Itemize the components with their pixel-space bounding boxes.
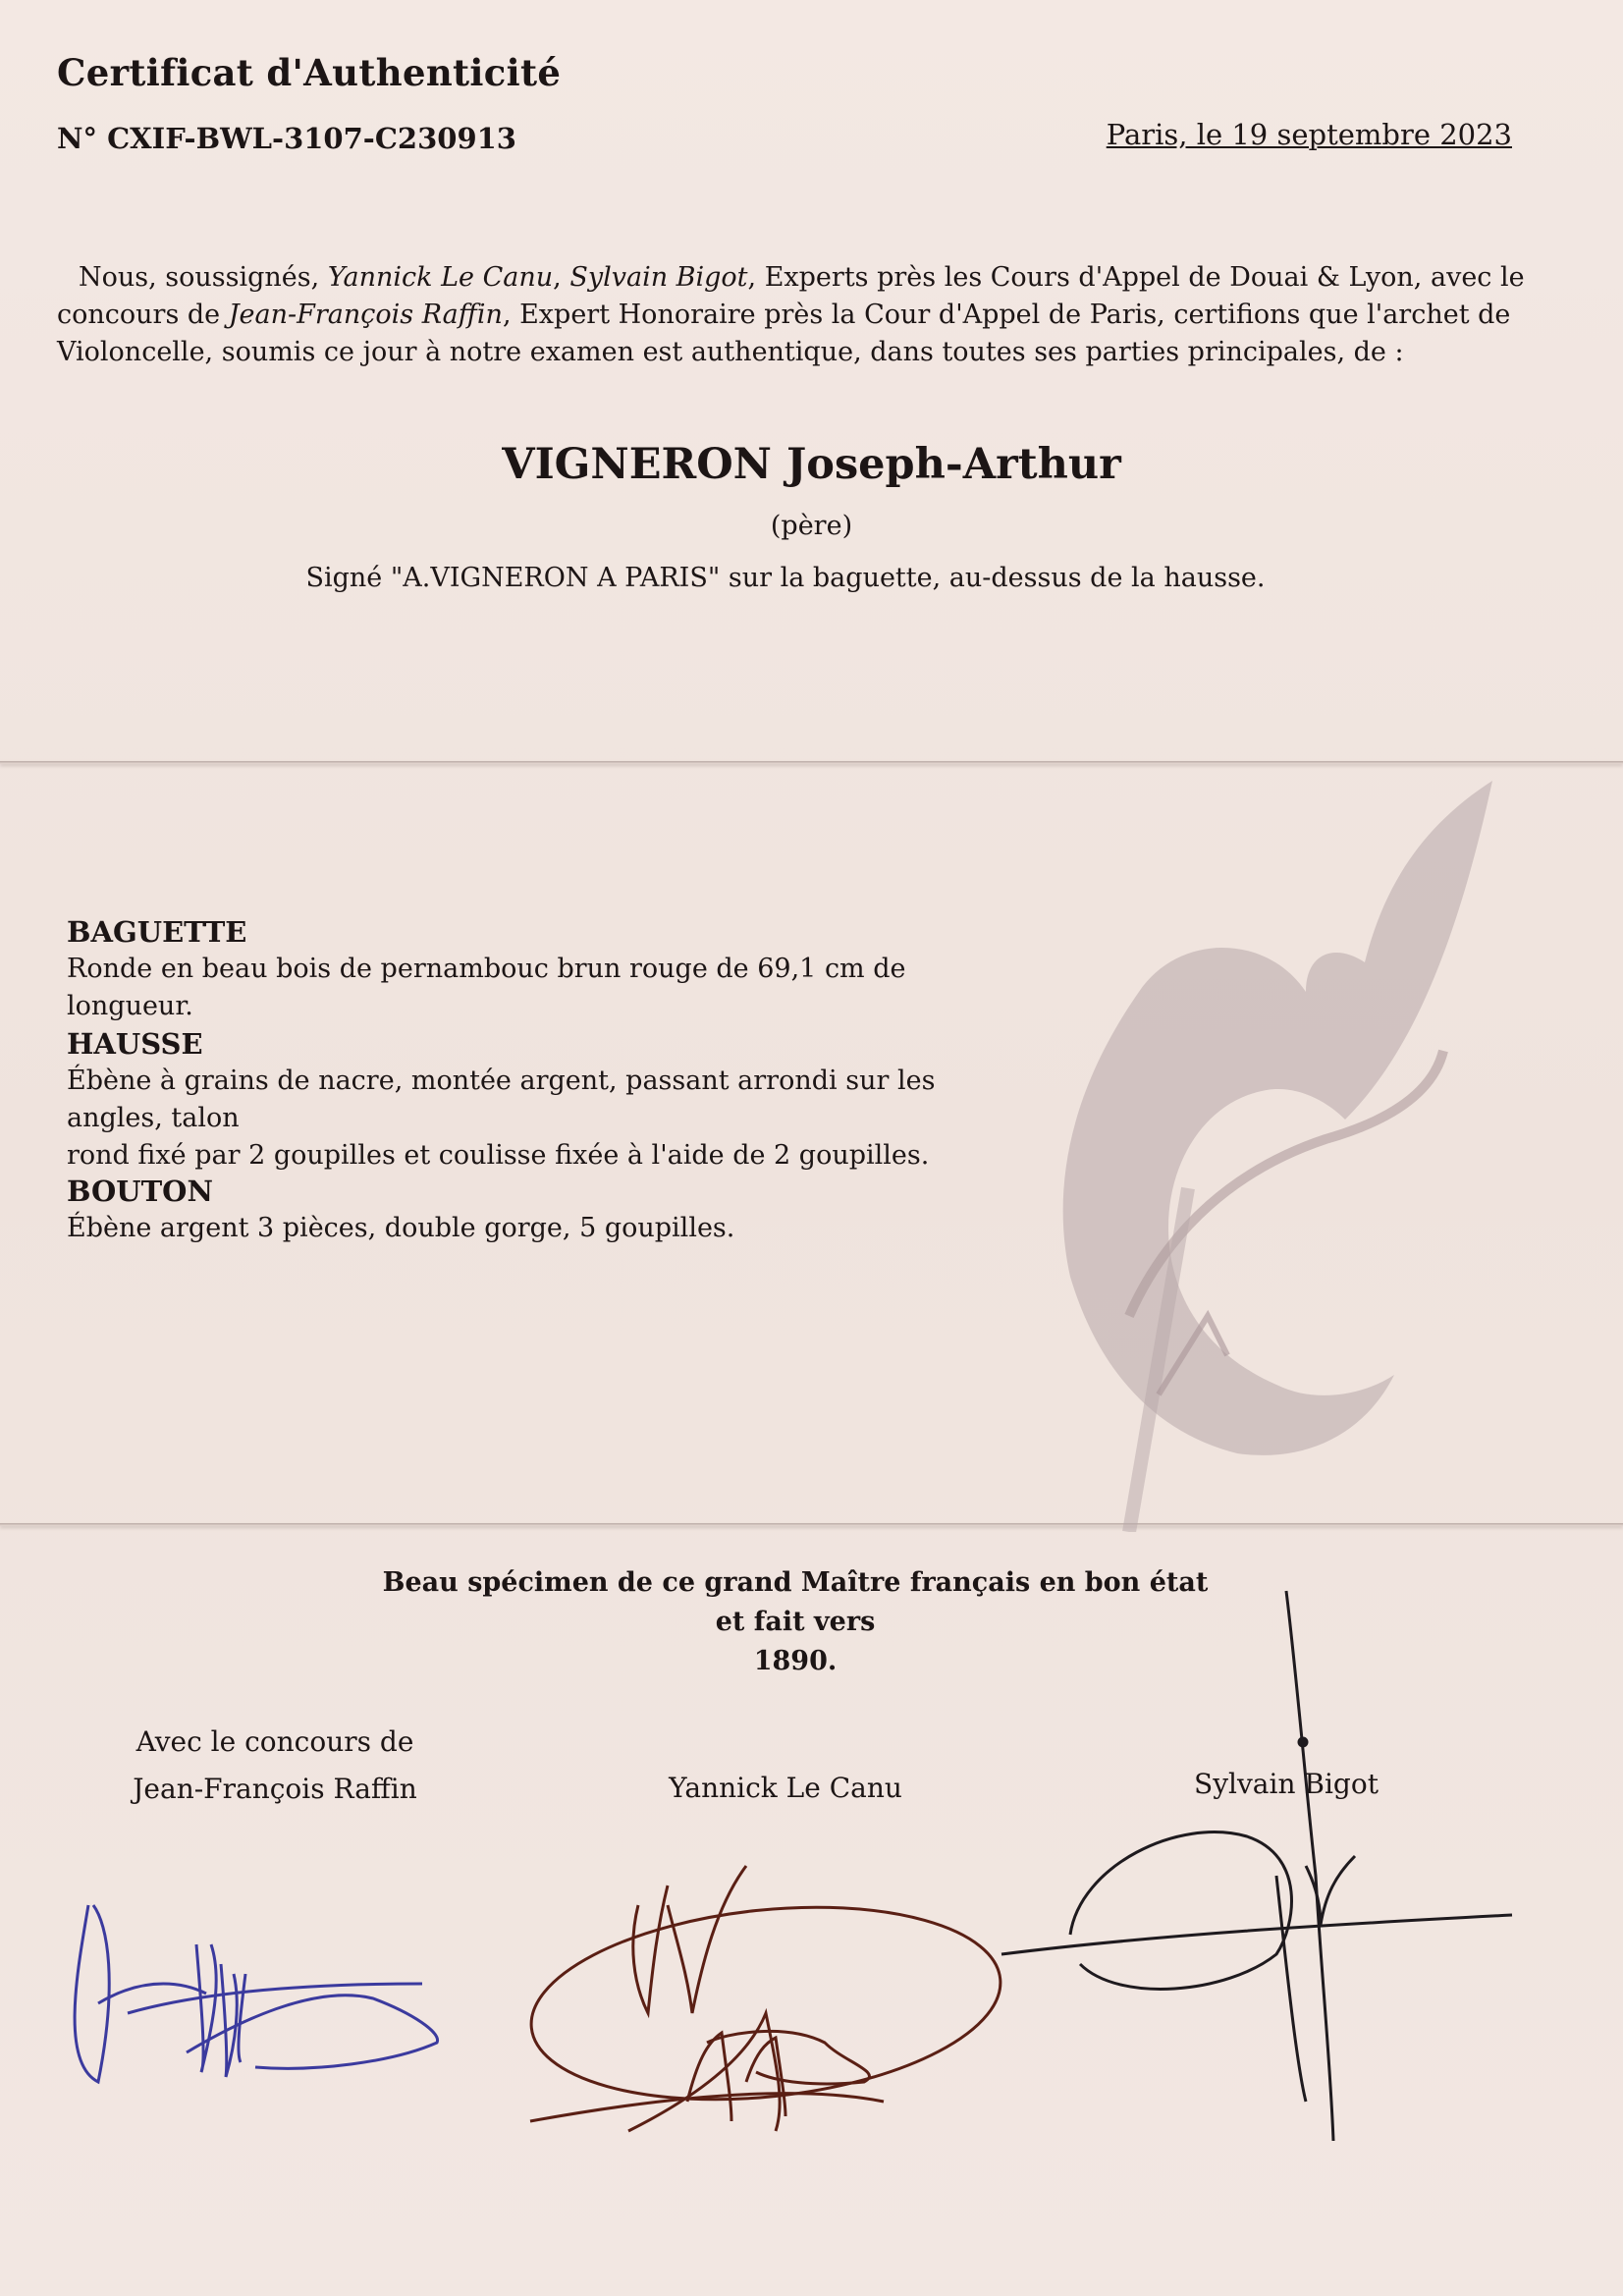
fold-line-top [0, 761, 1623, 764]
signature-raffin-icon [75, 1905, 437, 2082]
certificate-date: Paris, le 19 septembre 2023 [1106, 118, 1512, 151]
section-baguette [67, 913, 1029, 1025]
section-bouton [67, 1173, 1029, 1247]
signatory-line-1: Avec le concours de [135, 1725, 414, 1758]
expert-name-le-canu: Yannick Le Canu [327, 262, 554, 293]
intro-text-3: , Expert Honoraire près la Cour d'Appel de Paris, certifions que l'archet de Violoncelle, soumis ce jour à notre examen est authentique, dans toutes ses parties principales, de : [57, 300, 1511, 367]
signature-le-canu-icon [521, 1866, 1009, 2131]
maker-name: VIGNERON Joseph-Arthur [502, 440, 1121, 489]
maker-note: (père) [770, 511, 853, 541]
section-line: rond fixé par 2 goupilles et coulisse fixée à l'aide de 2 goupilles. [67, 1140, 930, 1171]
intro-separator: , [553, 262, 570, 293]
section-heading: HAUSSE [67, 1027, 203, 1061]
intro-paragraph [57, 259, 1530, 371]
expert-name-raffin: Jean-François Raffin [228, 300, 503, 330]
section-line: Ébène argent 3 pièces, double gorge, 5 goupilles. [67, 1213, 735, 1243]
section-line: Ronde en beau bois de pernambouc brun rouge de 69,1 cm de longueur. [67, 954, 906, 1021]
conclusion-line-1: Beau spécimen de ce grand Maître français en bon état et fait vers [382, 1567, 1209, 1637]
maker-signature-note: Signé "A.VIGNERON A PARIS" sur la baguette, au-dessus de la hausse. [305, 563, 1266, 593]
intro-text-1: Nous, soussignés, [79, 262, 328, 293]
certificate-title: Certificat d'Authenticité [57, 51, 562, 94]
intro-text-2: , Experts près les Cours d'Appel de Douai & Lyon, avec le concours de [57, 262, 1525, 330]
watermark-emblem-icon [1011, 766, 1561, 1532]
handwritten-signatures [0, 1552, 1623, 2296]
signatory-name: Sylvain Bigot [1194, 1768, 1379, 1800]
certificate-number: N° CXIF-BWL-3107-C230913 [57, 122, 516, 155]
expert-name-bigot: Sylvain Bigot [569, 262, 748, 293]
signature-bigot-icon [1001, 1591, 1512, 2141]
signatory-name: Yannick Le Canu [669, 1772, 902, 1804]
section-hausse [67, 1025, 1029, 1175]
section-heading: BOUTON [67, 1175, 213, 1208]
section-line: Ébène à grains de nacre, montée argent, passant arrondi sur les angles, talon [67, 1066, 936, 1133]
conclusion-line-2: 1890. [753, 1646, 838, 1676]
signatory-name: Jean-François Raffin [133, 1773, 417, 1805]
section-heading: BAGUETTE [67, 915, 247, 949]
